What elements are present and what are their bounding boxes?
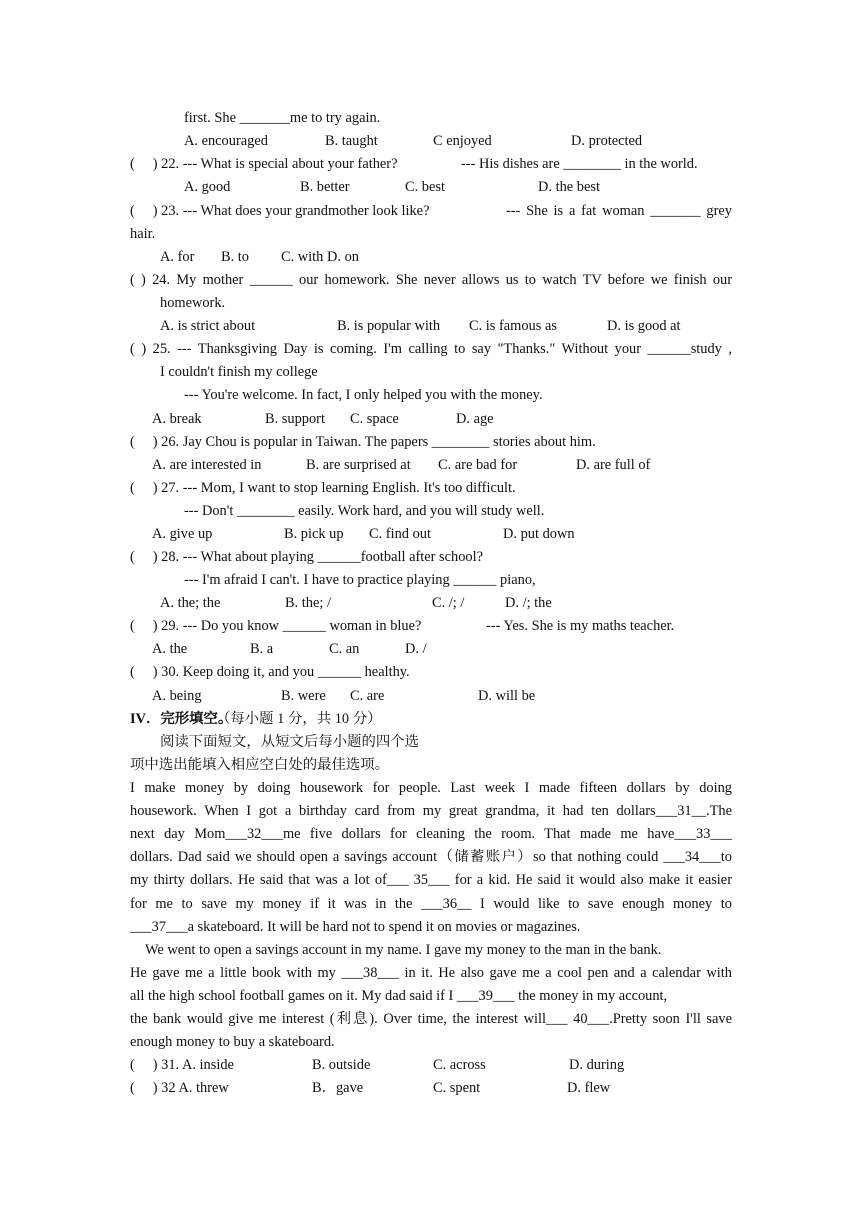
q31-option-c[interactable]: C. across [433, 1057, 486, 1073]
q25-option-a[interactable]: A. break [152, 411, 202, 427]
q24-option-c[interactable]: C. is famous as [469, 318, 557, 334]
q30-option-a[interactable]: A. being [152, 688, 202, 704]
q23-stem: ( ) 23. --- What does your grandmother look like? [130, 203, 430, 219]
q26-option-d[interactable]: D. are full of [576, 457, 651, 473]
q22-option-d[interactable]: D. the best [538, 179, 600, 195]
q27-reply: --- Don't ________ easily. Work hard, and you will study well. [184, 503, 545, 519]
section-score-note: （每小题 1 分，共 10 分） [216, 711, 382, 727]
q27-stem: ( ) 27. --- Mom, I want to stop learning English. It's too difficult. [130, 480, 516, 496]
q29-option-b[interactable]: B. a [250, 641, 274, 657]
q26-stem: ( ) 26. Jay Chou is popular in Taiwan. The papers ________ stories about him. [130, 434, 596, 450]
q32-option-c[interactable]: C. spent [433, 1080, 481, 1096]
q25-option-d[interactable]: D. age [456, 411, 494, 427]
q28-option-a[interactable]: A. the; the [160, 595, 221, 611]
q22-stem: ( ) 22. --- What is special about your father? [130, 156, 398, 172]
q28-stem: ( ) 28. --- What about playing ______football after school? [130, 549, 484, 565]
q24-option-d[interactable]: D. is good at [607, 318, 681, 334]
section-heading: IV．完形填空。 [130, 711, 233, 727]
q23-option-c[interactable]: C. with D. on [281, 249, 359, 265]
passage-line: all the high school football games on it. My dad said if I ___39___ the money in my account, [130, 988, 668, 1004]
q28-option-b[interactable]: B. the; / [285, 595, 331, 611]
q31-option-d[interactable]: D. during [569, 1057, 625, 1073]
q29-option-a[interactable]: A. the [152, 641, 188, 657]
q32-option-d[interactable]: D. flew [567, 1080, 611, 1096]
q24-stem: ( ) 24. My mother ______ our homework. She never allows us to watch TV before we finish our [130, 272, 732, 288]
q24-stem-cont: homework. [160, 295, 226, 311]
passage-line: We went to open a savings account in my name. I gave my money to the man in the bank. [145, 942, 662, 958]
q21-option-d[interactable]: D. protected [571, 133, 643, 149]
q32-option-b[interactable]: B．gave [312, 1080, 364, 1096]
passage-line: the bank would give me interest (利息). Over time, the interest will___ 40___.Pretty soon I'll save [130, 1011, 732, 1027]
passage-line: enough money to buy a skateboard. [130, 1034, 335, 1050]
q30-option-c[interactable]: C. are [350, 688, 385, 704]
q21-option-b[interactable]: B. taught [325, 133, 378, 149]
q29-option-c[interactable]: C. an [329, 641, 360, 657]
q27-option-a[interactable]: A. give up [152, 526, 213, 542]
q21-stem-end: first. She _______me to try again. [184, 110, 381, 126]
q32-option-a[interactable]: ( ) 32 A. threw [130, 1080, 229, 1096]
q27-option-d[interactable]: D. put down [503, 526, 575, 542]
section-instruction-line-1: 阅读下面短文，从短文后每小题的四个选 [160, 734, 420, 750]
passage-line: my thirty dollars. He said that was a lot of___ 35___ for a kid. He said it would also make it easier [130, 872, 732, 888]
passage-line: housework. When I got a birthday card from my great grandma, it had ten dollars___31__.The [130, 803, 732, 819]
q28-option-c[interactable]: C. /; / [432, 595, 465, 611]
q29-stem: ( ) 29. --- Do you know ______ woman in blue? [130, 618, 422, 634]
q27-option-c[interactable]: C. find out [369, 526, 431, 542]
q24-option-a[interactable]: A. is strict about [160, 318, 256, 334]
q30-option-d[interactable]: D. will be [478, 688, 536, 704]
passage-line: for me to save my money if it was in the ___36__ I would like to save enough money to [130, 896, 732, 912]
q26-option-b[interactable]: B. are surprised at [306, 457, 411, 473]
q29-reply: --- Yes. She is my maths teacher. [486, 618, 675, 634]
q22-option-b[interactable]: B. better [300, 179, 350, 195]
q25-stem-cont: I couldn't finish my college [160, 364, 318, 380]
q26-option-a[interactable]: A. are interested in [152, 457, 262, 473]
q25-stem: ( ) 25. --- Thanksgiving Day is coming. I'm calling to say "Thanks." Without your ______study , [130, 341, 732, 357]
q22-option-a[interactable]: A. good [184, 179, 231, 195]
q28-option-d[interactable]: D. /; the [505, 595, 552, 611]
passage-line: dollars. Dad said we should open a savings account（储蓄账户）so that nothing could ___34___to [130, 849, 732, 865]
q27-option-b[interactable]: B. pick up [284, 526, 344, 542]
q31-option-a[interactable]: ( ) 31. A. inside [130, 1057, 234, 1073]
q21-option-a[interactable]: A. encouraged [184, 133, 268, 149]
q24-option-b[interactable]: B. is popular with [337, 318, 441, 334]
section-instruction-line-2: 项中选出能填入相应空白处的最佳选项。 [130, 757, 390, 773]
q31-option-b[interactable]: B. outside [312, 1057, 371, 1073]
q30-stem: ( ) 30. Keep doing it, and you ______ healthy. [130, 664, 410, 680]
q28-reply: --- I'm afraid I can't. I have to practice playing ______ piano, [184, 572, 536, 588]
q23-option-a[interactable]: A. for [160, 249, 195, 265]
q21-option-c[interactable]: C enjoyed [433, 133, 492, 149]
q26-option-c[interactable]: C. are bad for [438, 457, 518, 473]
q25-reply: --- You're welcome. In fact, I only helped you with the money. [184, 387, 543, 403]
passage-line: ___37___a skateboard. It will be hard not to spend it on movies or magazines. [130, 919, 581, 935]
q22-reply: --- His dishes are ________ in the world. [461, 156, 698, 172]
q23-reply: --- She is a fat woman _______ grey [506, 203, 732, 219]
q23-stem-cont: hair. [130, 226, 156, 242]
q25-option-c[interactable]: C. space [350, 411, 399, 427]
q23-option-b[interactable]: B. to [221, 249, 249, 265]
passage-line: I make money by doing housework for people. Last week I made fifteen dollars by doing [130, 780, 732, 796]
q30-option-b[interactable]: B. were [281, 688, 326, 704]
q29-option-d[interactable]: D. / [405, 641, 427, 657]
q25-option-b[interactable]: B. support [265, 411, 325, 427]
passage-line: He gave me a little book with my ___38___ in it. He also gave me a cool pen and a calendar with [130, 965, 732, 981]
passage-line: next day Mom___32___me five dollars for cleaning the room. That made me have___33___ [130, 826, 732, 842]
q22-option-c[interactable]: C. best [405, 179, 445, 195]
